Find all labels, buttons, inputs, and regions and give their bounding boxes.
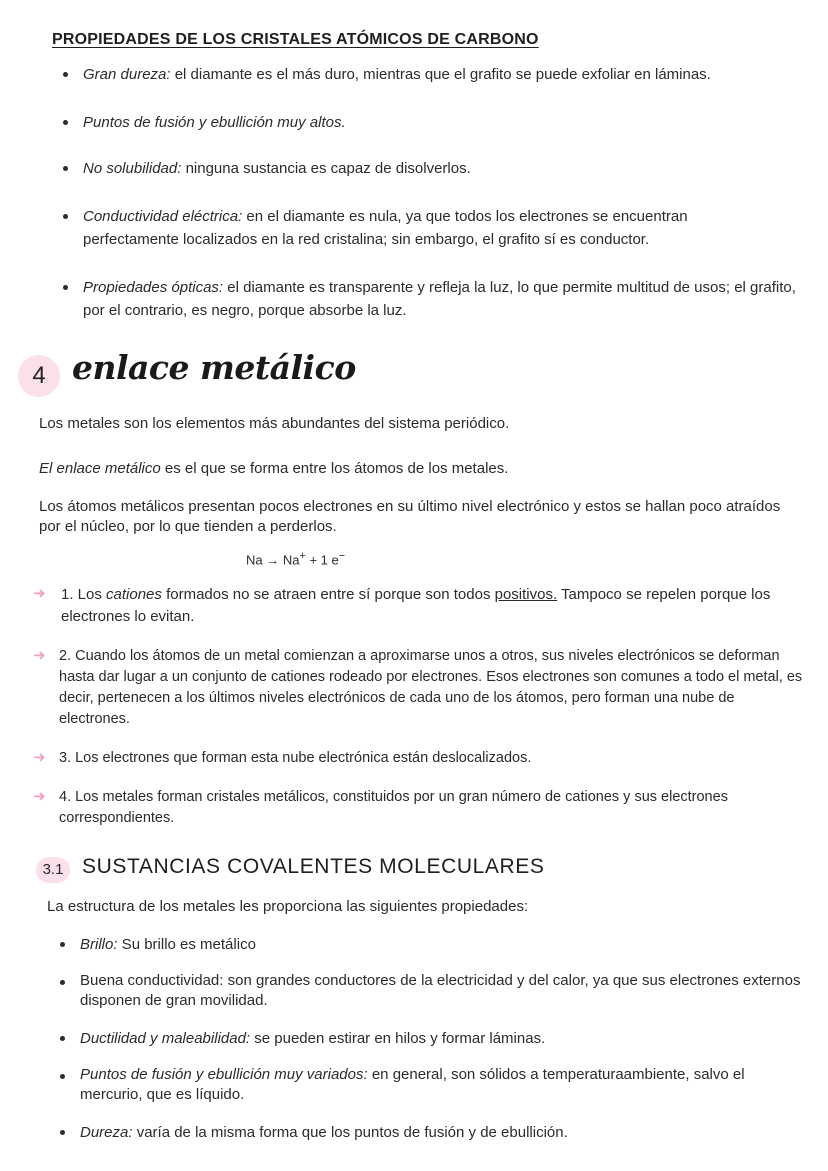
list-item bbox=[83, 63, 803, 86]
top-heading: PROPIEDADES DE LOS CRISTALES ATÓMICOS DE CARBONO bbox=[52, 31, 539, 48]
definition-paragraph bbox=[39, 459, 799, 479]
equation-ion: Na bbox=[282, 552, 300, 568]
property-text: ninguna sustancia es capaz de disolverlos. bbox=[181, 160, 471, 177]
list-item bbox=[80, 1121, 805, 1144]
subsection-number-badge: 3.1 bbox=[36, 857, 70, 883]
list-item bbox=[83, 276, 803, 322]
point-3: 3. Los electrones que forman esta nube electrónica están deslocalizados. bbox=[59, 750, 532, 766]
list-item bbox=[83, 111, 803, 134]
list-item bbox=[83, 205, 763, 251]
point-text: Tampoco se repelen porque los electrones lo evitan. bbox=[61, 586, 771, 625]
property-text: Su brillo es metálico bbox=[117, 936, 256, 953]
point-text: 1. Los bbox=[61, 586, 107, 603]
point-1 bbox=[61, 584, 806, 628]
list-item bbox=[80, 971, 810, 1011]
property-term: No solubilidad: bbox=[83, 160, 182, 177]
arrow-right-icon: ➜ bbox=[33, 585, 46, 602]
point-2: 2. Cuando los átomos de un metal comienzan a aproximarse unos a otros, sus niveles electrónicos se deforman hasta dar lugar a un conjunto de cationes rodeado por electrones. Esos electrones son comunes a todo el metal, es decir, pertenecen a los últimos niveles electrónicos de cada uno de los átomos, pero forman una nube de electrones. bbox=[59, 648, 803, 727]
property-term: Dureza: bbox=[80, 1124, 133, 1141]
equation-charge: + bbox=[299, 550, 306, 562]
list-item bbox=[83, 157, 803, 180]
arrow-icon: → bbox=[266, 552, 280, 568]
property-text: el diamante es transparente y refleja la luz, lo que permite multitud de usos; el grafito, por el contrario, es negro, porque absorbe la luz. bbox=[83, 279, 796, 319]
arrow-right-icon: ➜ bbox=[33, 788, 46, 805]
property-text: varía de la misma forma que los puntos de fusión y de ebullición. bbox=[132, 1124, 568, 1141]
subsection-title: SUSTANCIAS COVALENTES MOLECULARES bbox=[82, 855, 545, 878]
list-item bbox=[80, 1027, 805, 1050]
property-term: Brillo: bbox=[80, 936, 118, 953]
metal-properties-intro: La estructura de los metales les proporciona las siguientes propiedades: bbox=[47, 898, 529, 915]
property-text: Buena conductividad: son grandes conductores de la electricidad y del calor, ya que sus electrones externos disponen de gran movilidad. bbox=[80, 972, 801, 1009]
intro-paragraph: Los metales son los elementos más abundantes del sistema periódico. bbox=[39, 415, 510, 432]
explanation-paragraph: Los átomos metálicos presentan pocos electrones en su último nivel electrónico y estos se hallan poco atraídos por el núcleo, por lo que tienden a perderlos. bbox=[39, 498, 781, 535]
property-term: Conductividad eléctrica: bbox=[83, 208, 243, 225]
arrow-right-icon: ➜ bbox=[33, 749, 46, 766]
list-item bbox=[80, 933, 805, 956]
property-text: se pueden estirar en hilos y formar láminas. bbox=[250, 1030, 546, 1047]
definition-text: es el que se forma entre los átomos de los metales. bbox=[160, 460, 509, 477]
arrow-right-icon: ➜ bbox=[33, 647, 46, 664]
property-term: Propiedades ópticas: bbox=[83, 279, 224, 296]
property-term: Ductilidad y maleabilidad: bbox=[80, 1030, 251, 1047]
point-text: formados no se atraen entre sí porque son todos bbox=[161, 586, 495, 603]
point-4: 4. Los metales forman cristales metálicos, constituidos por un gran número de cationes y sus electrones correspondientes. bbox=[59, 789, 728, 826]
property-text: en el diamante es nula, ya que todos los electrones se encuentran perfectamente localizados en la red cristalina; sin embargo, el grafito sí es conductor. bbox=[83, 208, 688, 248]
definition-term: El enlace metálico bbox=[39, 460, 161, 477]
property-text: en general, son sólidos a temperaturaambiente, salvo el mercurio, que es líquido. bbox=[80, 1066, 745, 1103]
ionization-equation bbox=[246, 550, 345, 567]
equation-rest: + 1 e bbox=[305, 552, 339, 568]
property-text: el diamante es el más duro, mientras que el grafito se puede exfoliar en láminas. bbox=[170, 66, 711, 83]
section-number-badge: 4 bbox=[18, 355, 60, 397]
list-item bbox=[80, 1065, 810, 1105]
electron-charge: − bbox=[338, 550, 346, 562]
equation-reactant: Na bbox=[246, 552, 263, 568]
property-term: Puntos de fusión y ebullición muy altos. bbox=[83, 114, 346, 131]
positivos-underlined: positivos. bbox=[494, 586, 558, 603]
cationes-term: cationes bbox=[106, 586, 162, 603]
property-term: Gran dureza: bbox=[83, 66, 171, 83]
section-title: enlace metálico bbox=[72, 348, 356, 387]
property-term: Puntos de fusión y ebullición muy variados: bbox=[80, 1066, 368, 1083]
